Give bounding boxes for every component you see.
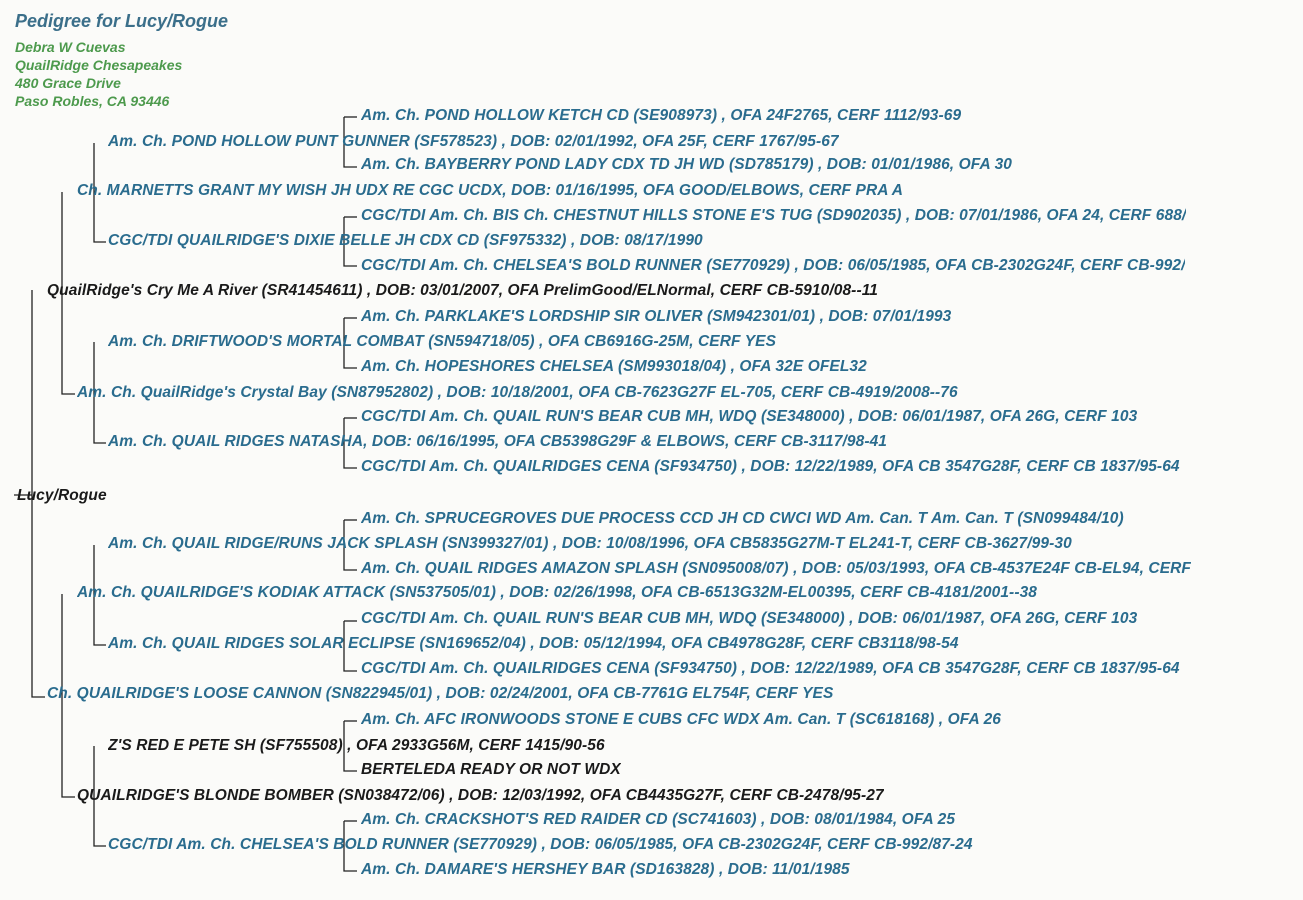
- sire-entry: QuailRidge's Cry Me A River (SR41454611) , DOB: 03/01/2007, OFA PrelimGood/ELNormal, CERF CB-5910/08--11: [47, 282, 878, 299]
- pedigree-entry: Am. Ch. QUAILRIDGE'S KODIAK ATTACK (SN537505/01) , DOB: 02/26/1998, OFA CB-6513G32M-EL00395, CERF CB-4181/2001--38: [77, 584, 1038, 601]
- pedigree-entry: Am. Ch. QUAIL RIDGES NATASHA, DOB: 06/16/1995, OFA CB5398G29F & ELBOWS, CERF CB-3117/98-41: [108, 433, 888, 450]
- pedigree-entry: Am. Ch. DRIFTWOOD'S MORTAL COMBAT (SN594718/05) , OFA CB6916G-25M, CERF YES: [108, 333, 777, 350]
- owner-name: Debra W Cuevas: [15, 39, 126, 55]
- pedigree-entry: Am. Ch. QUAIL RIDGE/RUNS JACK SPLASH (SN399327/01) , DOB: 10/08/1996, OFA CB5835G27M-T EL241-T, CERF CB-3627/99-30: [108, 535, 1072, 552]
- pedigree-entry: CGC/TDI Am. Ch. QUAIL RUN'S BEAR CUB MH, WDQ (SE348000) , DOB: 06/01/1987, OFA 26G, CERF 103: [361, 610, 1138, 627]
- pedigree-entry: CGC/TDI Am. Ch. BIS Ch. CHESTNUT HILLS STONE E'S TUG (SD902035) , DOB: 07/01/1986, OFA 24, CERF 688/: [361, 207, 1187, 224]
- pedigree-entry: Am. Ch. AFC IRONWOODS STONE E CUBS CFC WDX Am. Can. T (SC618168) , OFA 26: [361, 711, 1002, 728]
- pedigree-entry: Am. Ch. DAMARE'S HERSHEY BAR (SD163828) , DOB: 11/01/1985: [361, 861, 850, 878]
- city-address: Paso Robles, CA 93446: [15, 93, 170, 109]
- pedigree-entry: Am. Ch. BAYBERRY POND LADY CDX TD JH WD (SD785179) , DOB: 01/01/1986, OFA 30: [361, 156, 1013, 173]
- pedigree-entry: QUAILRIDGE'S BLONDE BOMBER (SN038472/06) , DOB: 12/03/1992, OFA CB4435G27F, CERF CB-2478/95-27: [77, 787, 884, 804]
- pedigree-entry: Am. Ch. SPRUCEGROVES DUE PROCESS CCD JH CD CWCI WD Am. Can. T Am. Can. T (SN099484/10): [361, 510, 1124, 527]
- page-title: Pedigree for Lucy/Rogue: [15, 11, 229, 31]
- pedigree-entry: CGC/TDI Am. Ch. QUAILRIDGES CENA (SF934750) , DOB: 12/22/1989, OFA CB 3547G28F, CERF CB 1837/95-64: [361, 660, 1180, 677]
- pedigree-entry: Am. Ch. HOPESHORES CHELSEA (SM993018/04) , OFA 32E OFEL32: [361, 358, 867, 375]
- pedigree-entry: Am. Ch. QuailRidge's Crystal Bay (SN87952802) , DOB: 10/18/2001, OFA CB-7623G27F EL-705, CERF CB-4919/2008--76: [77, 384, 958, 401]
- pedigree-entry: CGC/TDI Am. Ch. QUAIL RUN'S BEAR CUB MH, WDQ (SE348000) , DOB: 06/01/1987, OFA 26G, CERF 103: [361, 408, 1138, 425]
- pedigree-entry: BERTELEDA READY OR NOT WDX: [361, 761, 621, 778]
- pedigree-entry: CGC/TDI Am. Ch. CHELSEA'S BOLD RUNNER (SE770929) , DOB: 06/05/1985, OFA CB-2302G24F, CERF CB-992/87-24: [108, 836, 973, 853]
- subject-name: Lucy/Rogue: [17, 487, 107, 504]
- dam-entry: Ch. QUAILRIDGE'S LOOSE CANNON (SN822945/01) , DOB: 02/24/2001, OFA CB-7761G EL754F, CERF YES: [47, 685, 834, 702]
- pedigree-entry: CGC/TDI QUAILRIDGE'S DIXIE BELLE JH CDX CD (SF975332) , DOB: 08/17/1990: [108, 232, 703, 249]
- pedigree-entry: Am. Ch. POND HOLLOW PUNT GUNNER (SF578523) , DOB: 02/01/1992, OFA 25F, CERF 1767/95-67: [108, 133, 839, 150]
- street-address: 480 Grace Drive: [15, 75, 121, 91]
- pedigree-entry: Am. Ch. POND HOLLOW KETCH CD (SE908973) , OFA 24F2765, CERF 1112/93-69: [361, 107, 962, 124]
- pedigree-entry: Am. Ch. CRACKSHOT'S RED RAIDER CD (SC741603) , DOB: 08/01/1984, OFA 25: [361, 811, 956, 828]
- pedigree-entry: Z'S RED E PETE SH (SF755508) , OFA 2933G56M, CERF 1415/90-56: [108, 737, 605, 754]
- pedigree-entry: Am. Ch. PARKLAKE'S LORDSHIP SIR OLIVER (SM942301/01) , DOB: 07/01/1993: [361, 308, 952, 325]
- kennel-name: QuailRidge Chesapeakes: [15, 57, 183, 73]
- pedigree-entry: Ch. MARNETTS GRANT MY WISH JH UDX RE CGC UCDX, DOB: 01/16/1995, OFA GOOD/ELBOWS, CERF PRA A: [77, 182, 904, 199]
- pedigree-entry: CGC/TDI Am. Ch. QUAILRIDGES CENA (SF934750) , DOB: 12/22/1989, OFA CB 3547G28F, CERF CB 1837/95-64: [361, 458, 1180, 475]
- pedigree-entry: CGC/TDI Am. Ch. CHELSEA'S BOLD RUNNER (SE770929) , DOB: 06/05/1985, OFA CB-2302G24F, CERF CB-992/: [361, 257, 1186, 274]
- pedigree-entry: Am. Ch. QUAIL RIDGES AMAZON SPLASH (SN095008/07) , DOB: 05/03/1993, OFA CB-4537E24F CB-EL94, CERF: [361, 560, 1191, 577]
- pedigree-entry: Am. Ch. QUAIL RIDGES SOLAR ECLIPSE (SN169652/04) , DOB: 05/12/1994, OFA CB4978G28F, CERF CB3118/98-54: [108, 635, 959, 652]
